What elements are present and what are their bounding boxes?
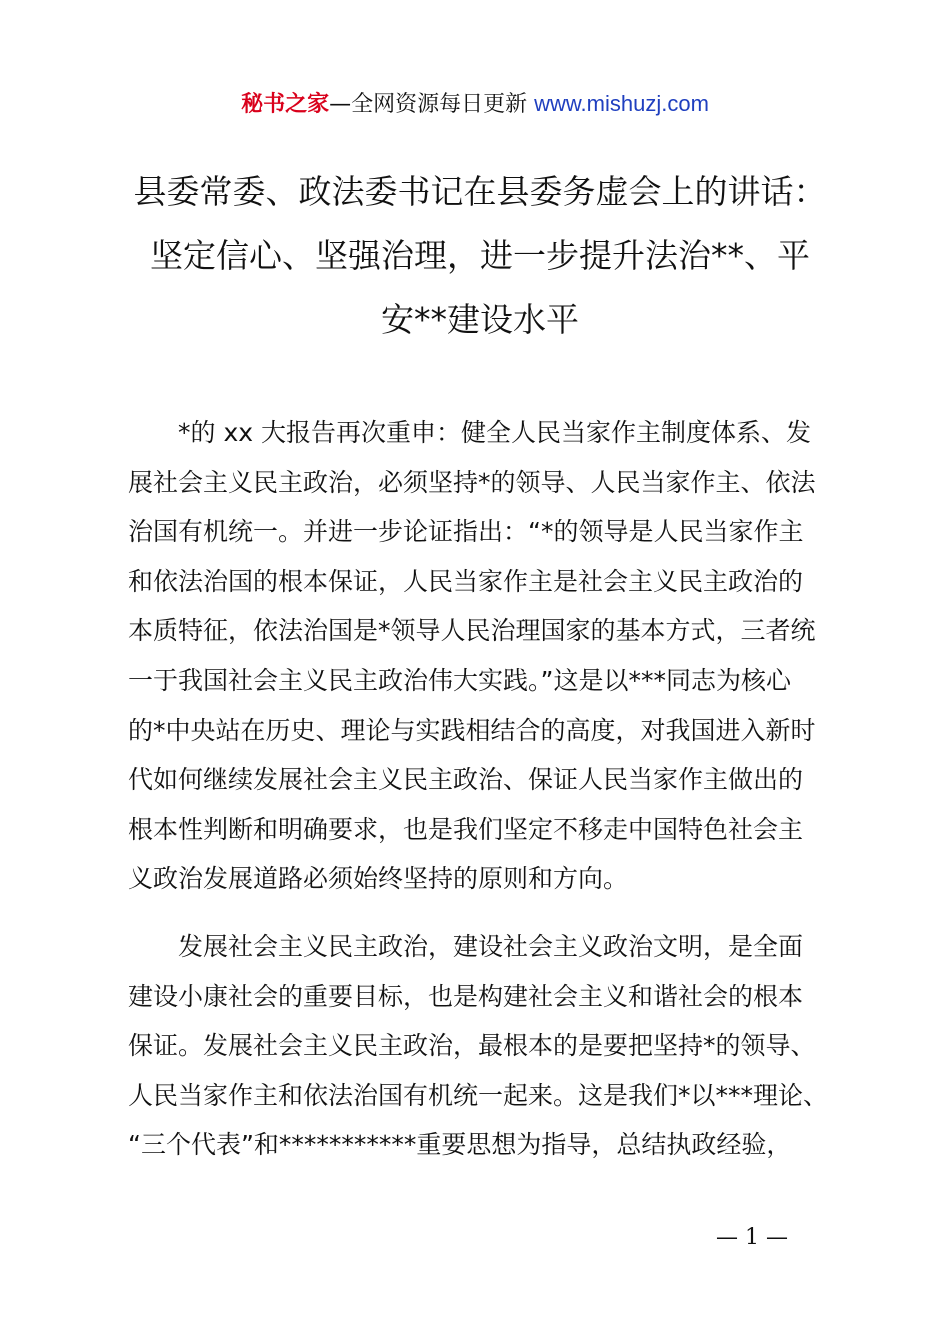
text-line: 建设小康社会的重要目标，也是构建社会主义和谐社会的根本 [128, 981, 804, 1011]
page-number: — 1 — [716, 1225, 788, 1250]
site-brand: 秘书之家 [241, 92, 330, 117]
text-line: *的 xx 大报告再次重申：健全人民当家作主制度体系、发 [128, 418, 811, 447]
title-line: 县委常委、政法委书记在县委务虚会上的讲话： [133, 172, 827, 211]
text-line: 治国有机统一。并进一步论证指出：“*的领导是人民当家作主 [128, 517, 804, 547]
text-line: 展社会主义民主政治，必须坚持*的领导、人民当家作主、依法 [128, 467, 816, 497]
paragraph [128, 922, 834, 1170]
text-line: 和依法治国的根本保证，人民当家作主是社会主义民主政治的 [128, 566, 804, 596]
title-line: 坚定信心、坚强治理，进一步提升法治**、平 [150, 236, 810, 275]
title-line: 安**建设水平 [381, 300, 579, 339]
document-title [110, 160, 850, 352]
text-line: 义政治发展道路必须始终坚持的原则和方向。 [128, 864, 629, 894]
text-line: 代如何继续发展社会主义民主政治、保证人民当家作主做出的 [128, 765, 804, 795]
text-line: 根本性判断和明确要求，也是我们坚定不移走中国特色社会主 [128, 814, 804, 844]
text-line: 人民当家作主和依法治国有机统一起来。这是我们*以***理论、 [128, 1080, 829, 1110]
text-line: 一于我国社会主义民主政治伟大实践。”这是以***同志为核心 [128, 665, 791, 695]
document-body [128, 408, 834, 1188]
site-url-link[interactable]: www.mishuzj.com [534, 91, 709, 116]
text-line: “三个代表”和***********重要思想为指导，总结执政经验， [128, 1130, 792, 1160]
site-tagline: —全网资源每日更新 [329, 92, 528, 117]
text-line: 发展社会主义民主政治，建设社会主义政治文明，是全面 [128, 931, 804, 961]
site-header [0, 88, 950, 121]
text-line: 本质特征，依法治国是*领导人民治理国家的基本方式，三者统 [128, 616, 816, 646]
paragraph [128, 408, 834, 904]
text-line: 的*中央站在历史、理论与实践相结合的高度，对我国进入新时 [128, 715, 816, 745]
text-line: 保证。发展社会主义民主政治，最根本的是要把坚持*的领导、 [128, 1031, 816, 1061]
